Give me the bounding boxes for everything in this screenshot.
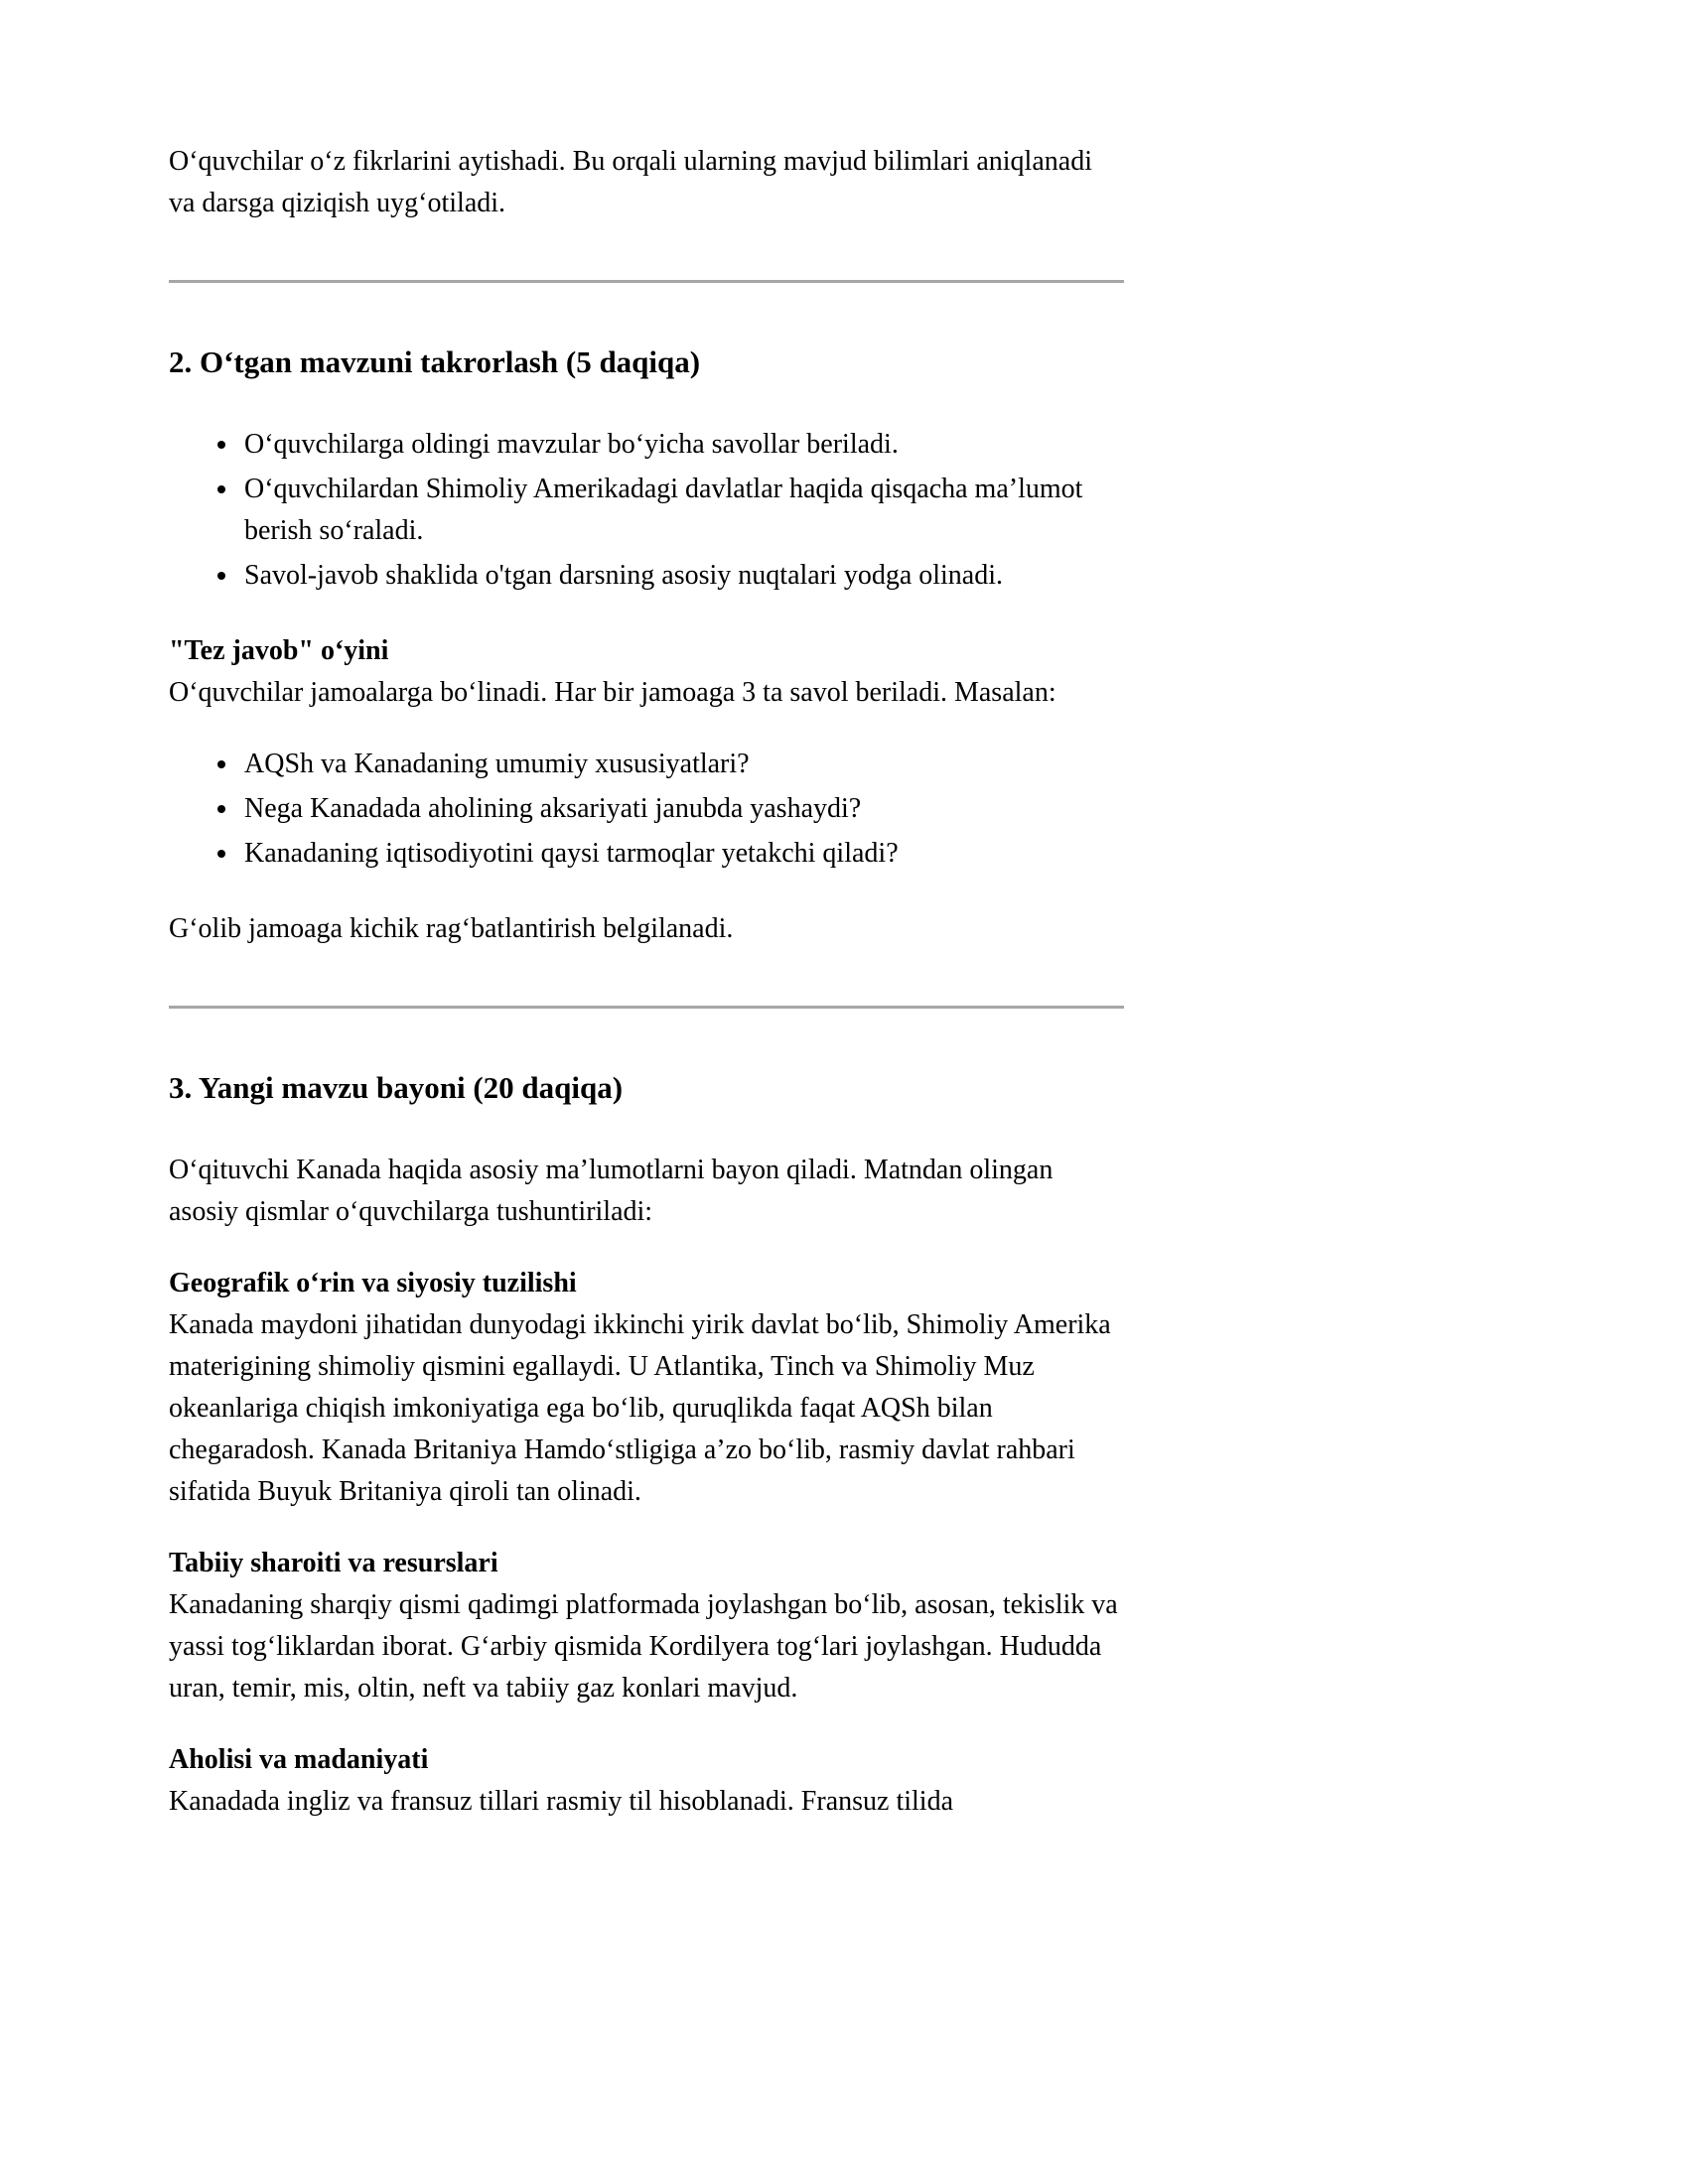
topic-heading: Aholisi va madaniyati — [169, 1744, 429, 1775]
list-item: • O‘quvchilarga oldingi mavzular bo‘yicha savollar beriladi. — [240, 424, 1124, 466]
topic-heading: Tabiiy sharoiti va resurslari — [169, 1548, 498, 1578]
list-item: • O‘quvchilardan Shimoliy Amerikadagi davlatlar haqida qisqacha ma’lumot berish so‘raladi. — [240, 469, 1124, 552]
section2-heading: 2. O‘tgan mavzuni takrorlash (5 daqiqa) — [169, 344, 701, 379]
topic-body-text: Kanada maydoni jihatidan dunyodagi ikkinchi yirik davlat bo‘lib, Shimoliy Amerika materigining shimoliy qismini egallaydi. U Atlantika, Tinch va Shimoliy Muz okeanlariga chiqish imkoniyatiga ega bo‘lib, quruqlikda faqat AQSh bilan chegaradosh. Kanada Britaniya Hamdo‘stligiga a’zo bo‘lib, rasmiy davlat rahbari sifatida Buyuk Britaniya qiroli tan olinadi. — [169, 1309, 1111, 1507]
topic-heading: Geografik o‘rin va siyosiy tuzilishi — [169, 1268, 577, 1298]
section-divider-2 — [169, 1006, 1124, 1009]
topic-geography-block — [169, 1263, 1124, 1513]
list-item: • Kanadaning iqtisodiyotini qaysi tarmoqlar yetakchi qiladi? — [240, 833, 1124, 875]
topic-body-text: Kanadaning sharqiy qismi qadimgi platformada joylashgan bo‘lib, asosan, tekislik va yassi tog‘liklardan iborat. G‘arbiy qismida Kordilyera tog‘lari joylashgan. Hududda uran, temir, mis, oltin, neft va tabiiy gaz konlari mavjud. — [169, 1589, 1118, 1704]
document-content — [169, 0, 1124, 1852]
intro-paragraph: O‘quvchilar o‘z fikrlarini aytishadi. Bu orqali ularning mavjud bilimlari aniqlanadi va darsga qiziqish uyg‘otiladi. — [169, 146, 1092, 218]
quick-answer-game-block — [169, 630, 1124, 714]
section2-closing-paragraph: G‘olib jamoaga kichik rag‘batlantirish belgilanadi. — [169, 913, 734, 944]
topic-population-block — [169, 1739, 1124, 1823]
section3-intro-paragraph: O‘qituvchi Kanada haqida asosiy ma’lumotlarni bayon qiladi. Matndan olingan asosiy qismlar o‘quvchilarga tushuntiriladi: — [169, 1155, 1054, 1227]
list-item: • AQSh va Kanadaning umumiy xususiyatlari? — [240, 744, 1124, 785]
topic-body-text: Kanadada ingliz va fransuz tillari rasmiy til hisoblanadi. Fransuz tilida — [169, 1786, 954, 1817]
game-title: "Tez javob" o‘yini — [169, 635, 389, 666]
list-item: • Savol-javob shaklida o'tgan darsning asosiy nuqtalari yodga olinadi. — [240, 555, 1124, 597]
topic-nature-block — [169, 1543, 1124, 1709]
section-divider-1 — [169, 280, 1124, 283]
game-question-list — [169, 744, 1124, 875]
list-item: • Nega Kanadada aholining aksariyati janubda yashaydi? — [240, 788, 1124, 830]
game-intro-text: O‘quvchilar jamoalarga bo‘linadi. Har bir jamoaga 3 ta savol beriladi. Masalan: — [169, 677, 1056, 708]
section3-heading: 3. Yangi mavzu bayoni (20 daqiqa) — [169, 1070, 624, 1105]
review-bullet-list — [169, 424, 1124, 597]
